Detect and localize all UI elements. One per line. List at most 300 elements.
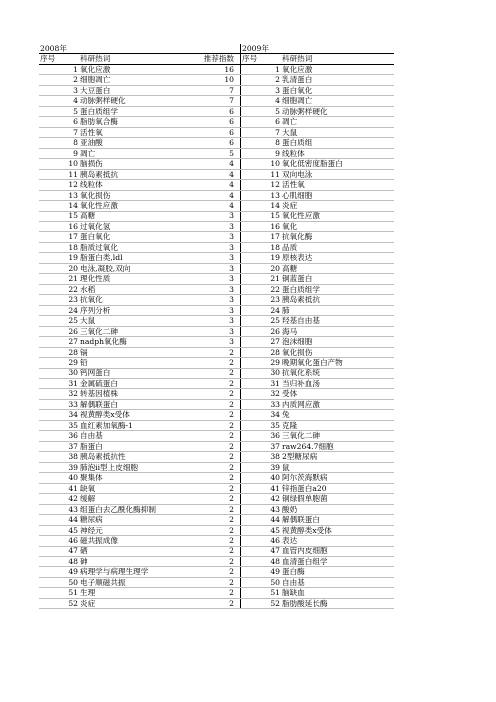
right-keyword: 阿尔茨海默病	[281, 473, 394, 483]
table-row	[39, 410, 394, 420]
left-keyword: 炎症	[79, 598, 187, 608]
right-rank: 17	[241, 232, 282, 242]
left-keyword: 水稻	[79, 284, 187, 294]
left-rank: 51	[39, 588, 79, 598]
left-keyword: 脂质过氧化	[79, 242, 187, 252]
right-keyword: 蛋白酶	[281, 567, 394, 577]
left-score: 2	[187, 567, 235, 577]
right-keyword: 蛋白质组	[281, 138, 394, 148]
left-keyword: 三氧化二砷	[79, 326, 187, 336]
right-keyword: 抗氧化酶	[281, 232, 394, 242]
left-keyword: 缺氧	[79, 483, 187, 493]
left-keyword: 自由基	[79, 431, 187, 441]
left-keyword: 抗氧化	[79, 295, 187, 305]
left-keyword: 脑损伤	[79, 159, 187, 169]
right-rank: 44	[241, 515, 282, 525]
left-rank: 22	[39, 284, 79, 294]
left-rank: 10	[39, 159, 79, 169]
left-keyword: 大鼠	[79, 316, 187, 326]
left-keyword: 高糖	[79, 211, 187, 221]
right-rank: 3	[241, 85, 282, 95]
left-score: 7	[187, 85, 235, 95]
left-keyword: 胰岛素抵抗	[79, 169, 187, 179]
left-keyword: 过氧化氢	[79, 221, 187, 231]
left-rank: 20	[39, 263, 79, 273]
right-keyword: 高糖	[281, 263, 394, 273]
right-rank: 37	[241, 441, 282, 451]
left-rank: 41	[39, 483, 79, 493]
table-row	[39, 316, 394, 326]
right-rank: 1	[241, 64, 282, 74]
left-keyword: 金属硫蛋白	[79, 379, 187, 389]
left-score: 2	[187, 368, 235, 378]
left-rank: 37	[39, 441, 79, 451]
right-rank: 29	[241, 358, 282, 368]
right-keyword: 炎症	[281, 201, 394, 211]
left-keyword: 神经元	[79, 525, 187, 535]
right-keyword: 海马	[281, 326, 394, 336]
left-score: 2	[187, 598, 235, 608]
left-keyword: 氧化应激	[79, 64, 187, 74]
table-row	[39, 274, 394, 284]
right-keyword: 受体	[281, 389, 394, 399]
right-rank: 23	[241, 295, 282, 305]
left-rank: 36	[39, 431, 79, 441]
table-row	[39, 347, 394, 357]
right-keyword: 原核表达	[281, 253, 394, 263]
left-keyword: 脂肪氧合酶	[79, 117, 187, 127]
right-keyword: 当归补血汤	[281, 379, 394, 389]
left-keyword: 生理	[79, 588, 187, 598]
left-keyword: 硒	[79, 546, 187, 556]
left-keyword: 亚油酸	[79, 138, 187, 148]
right-rank: 6	[241, 117, 282, 127]
left-rank: 15	[39, 211, 79, 221]
table-row	[39, 75, 394, 85]
left-rank: 14	[39, 201, 79, 211]
left-rank: 38	[39, 452, 79, 462]
left-rank: 8	[39, 138, 79, 148]
table-row	[39, 462, 394, 472]
right-rank: 28	[241, 347, 282, 357]
left-keyword: 电泳,凝胶,双向	[79, 263, 187, 273]
table-row	[39, 588, 394, 598]
right-rank: 21	[241, 274, 282, 284]
left-keyword: 镉	[79, 347, 187, 357]
left-rank: 9	[39, 148, 79, 158]
table-row	[39, 379, 394, 389]
table-row	[39, 242, 394, 252]
right-keyword: 脂肪酸延长酶	[281, 598, 394, 608]
left-keyword: nadph氧化酶	[79, 337, 187, 347]
right-rank: 13	[241, 190, 282, 200]
right-rank: 7	[241, 127, 282, 137]
right-keyword: 大鼠	[281, 127, 394, 137]
right-rank: 48	[241, 556, 282, 566]
left-rank: 2	[39, 75, 79, 85]
left-rank: 24	[39, 305, 79, 315]
left-score: 7	[187, 96, 235, 106]
left-rank: 52	[39, 598, 79, 608]
table-row	[39, 232, 394, 242]
left-score: 3	[187, 295, 235, 305]
right-rank: 49	[241, 567, 282, 577]
left-rank: 11	[39, 169, 79, 179]
right-keyword: 鼠	[281, 462, 394, 472]
table-body	[39, 44, 394, 609]
left-score: 2	[187, 379, 235, 389]
right-keyword: 克隆	[281, 420, 394, 430]
left-score: 3	[187, 305, 235, 315]
left-score: 4	[187, 201, 235, 211]
right-keyword: 表达	[281, 536, 394, 546]
table-row	[39, 64, 394, 74]
left-score: 3	[187, 253, 235, 263]
left-score: 3	[187, 221, 235, 231]
right-rank: 15	[241, 211, 282, 221]
left-score: 4	[187, 180, 235, 190]
left-keyword: 脂蛋白	[79, 441, 187, 451]
right-keyword: 双向电泳	[281, 169, 394, 179]
left-score: 10	[187, 75, 235, 85]
right-keyword: 三氧化二砷	[281, 431, 394, 441]
right-keyword: 内质网应激	[281, 399, 394, 409]
right-keyword: 品质	[281, 242, 394, 252]
right-keyword: 细胞凋亡	[281, 96, 394, 106]
left-score: 4	[187, 169, 235, 179]
table-row	[39, 546, 394, 556]
left-rank: 45	[39, 525, 79, 535]
left-score: 2	[187, 441, 235, 451]
left-rank: 21	[39, 274, 79, 284]
year-2008-label: 2008年	[39, 44, 235, 54]
year-row	[39, 44, 394, 54]
right-keyword: 凋亡	[281, 117, 394, 127]
left-score: 2	[187, 577, 235, 587]
left-keyword: 缓解	[79, 494, 187, 504]
right-keyword: 羟基自由基	[281, 316, 394, 326]
left-rank: 25	[39, 316, 79, 326]
left-rank: 49	[39, 567, 79, 577]
left-rank: 48	[39, 556, 79, 566]
table-row	[39, 525, 394, 535]
table-row	[39, 253, 394, 263]
left-score: 2	[187, 556, 235, 566]
right-rank: 32	[241, 389, 282, 399]
right-keyword: 氧化	[281, 221, 394, 231]
table-row	[39, 515, 394, 525]
header-keyword-left: 科研热词	[79, 54, 187, 64]
right-keyword: 线粒体	[281, 148, 394, 158]
left-score: 2	[187, 431, 235, 441]
left-keyword: 胰岛素抵抗性	[79, 452, 187, 462]
left-rank: 7	[39, 127, 79, 137]
left-rank: 34	[39, 410, 79, 420]
right-rank: 10	[241, 159, 282, 169]
left-score: 2	[187, 399, 235, 409]
table-row	[39, 483, 394, 493]
left-keyword: 蛋白质组学	[79, 106, 187, 116]
left-score: 2	[187, 389, 235, 399]
table-row	[39, 221, 394, 231]
left-rank: 5	[39, 106, 79, 116]
left-keyword: 细胞凋亡	[79, 75, 187, 85]
right-keyword: 抗氧化系统	[281, 368, 394, 378]
table-row	[39, 358, 394, 368]
left-rank: 43	[39, 504, 79, 514]
left-score: 6	[187, 106, 235, 116]
right-rank: 40	[241, 473, 282, 483]
left-rank: 18	[39, 242, 79, 252]
left-score: 5	[187, 148, 235, 158]
table-row	[39, 159, 394, 169]
left-score: 2	[187, 525, 235, 535]
right-rank: 27	[241, 337, 282, 347]
left-keyword: 糖尿病	[79, 515, 187, 525]
hot-words-table	[39, 44, 394, 609]
left-score: 3	[187, 232, 235, 242]
table-row	[39, 201, 394, 211]
left-score: 2	[187, 504, 235, 514]
table-row	[39, 567, 394, 577]
right-rank: 11	[241, 169, 282, 179]
left-rank: 31	[39, 379, 79, 389]
right-keyword: 铜蓝蛋白	[281, 274, 394, 284]
left-keyword: 凋亡	[79, 148, 187, 158]
right-rank: 38	[241, 452, 282, 462]
table-row	[39, 337, 394, 347]
table-row	[39, 556, 394, 566]
left-rank: 44	[39, 515, 79, 525]
left-score: 3	[187, 274, 235, 284]
right-keyword: 锌指蛋白a20	[281, 483, 394, 493]
left-keyword: 转基因植株	[79, 389, 187, 399]
table-row	[39, 180, 394, 190]
left-rank: 40	[39, 473, 79, 483]
table-row	[39, 127, 394, 137]
right-rank: 35	[241, 420, 282, 430]
year-2009-label: 2009年	[241, 44, 395, 54]
table-row	[39, 368, 394, 378]
left-score: 6	[187, 138, 235, 148]
left-rank: 47	[39, 546, 79, 556]
left-keyword: 病理学与病理生理学	[79, 567, 187, 577]
right-keyword: 血管内皮细胞	[281, 546, 394, 556]
right-rank: 26	[241, 326, 282, 336]
right-rank: 45	[241, 525, 282, 535]
table-row	[39, 96, 394, 106]
left-rank: 3	[39, 85, 79, 95]
left-score: 2	[187, 420, 235, 430]
left-rank: 16	[39, 221, 79, 231]
right-keyword: 酸奶	[281, 504, 394, 514]
right-rank: 33	[241, 399, 282, 409]
right-rank: 25	[241, 316, 282, 326]
table-row	[39, 577, 394, 587]
right-keyword: 心肌细胞	[281, 190, 394, 200]
right-keyword: 铜绿假单胞菌	[281, 494, 394, 504]
right-rank: 41	[241, 483, 282, 493]
left-keyword: 氧化性应激	[79, 201, 187, 211]
left-keyword: 脂蛋白类,ldl	[79, 253, 187, 263]
left-keyword: 线粒体	[79, 180, 187, 190]
right-rank: 8	[241, 138, 282, 148]
left-rank: 1	[39, 64, 79, 74]
left-score: 6	[187, 127, 235, 137]
left-score: 4	[187, 159, 235, 169]
left-score: 2	[187, 483, 235, 493]
table-row	[39, 494, 394, 504]
left-rank: 12	[39, 180, 79, 190]
header-index-left: 序号	[39, 54, 79, 64]
left-score: 2	[187, 347, 235, 357]
right-keyword: 泡沫细胞	[281, 337, 394, 347]
left-rank: 13	[39, 190, 79, 200]
table-row	[39, 106, 394, 116]
table-row	[39, 473, 394, 483]
left-rank: 4	[39, 96, 79, 106]
table-row	[39, 389, 394, 399]
header-row	[39, 54, 394, 64]
left-keyword: 视黄醇类x受体	[79, 410, 187, 420]
right-rank: 36	[241, 431, 282, 441]
right-keyword: 活性氧	[281, 180, 394, 190]
table-row	[39, 211, 394, 221]
left-rank: 42	[39, 494, 79, 504]
right-rank: 12	[241, 180, 282, 190]
left-keyword: 解偶联蛋白	[79, 399, 187, 409]
table-row	[39, 263, 394, 273]
left-score: 3	[187, 284, 235, 294]
left-score: 16	[187, 64, 235, 74]
left-keyword: 钙网蛋白	[79, 368, 187, 378]
left-score: 2	[187, 515, 235, 525]
table-row	[39, 305, 394, 315]
right-keyword: 血清蛋白组学	[281, 556, 394, 566]
left-score: 2	[187, 588, 235, 598]
left-rank: 33	[39, 399, 79, 409]
table-row	[39, 295, 394, 305]
right-rank: 22	[241, 284, 282, 294]
left-score: 3	[187, 211, 235, 221]
left-score: 2	[187, 494, 235, 504]
left-keyword: 聚集体	[79, 473, 187, 483]
right-keyword: 蛋白质组学	[281, 284, 394, 294]
left-rank: 30	[39, 368, 79, 378]
right-rank: 31	[241, 379, 282, 389]
left-rank: 28	[39, 347, 79, 357]
left-keyword: 电子顺磁共振	[79, 577, 187, 587]
left-rank: 27	[39, 337, 79, 347]
right-rank: 30	[241, 368, 282, 378]
right-rank: 4	[241, 96, 282, 106]
table-row	[39, 399, 394, 409]
header-keyword-right: 科研热词	[281, 54, 394, 64]
header-score: 推荐指数	[187, 54, 235, 64]
left-score: 2	[187, 358, 235, 368]
right-rank: 52	[241, 598, 282, 608]
left-keyword: 铅	[79, 358, 187, 368]
left-score: 2	[187, 462, 235, 472]
left-keyword: 大豆蛋白	[79, 85, 187, 95]
left-keyword: 动脉粥样硬化	[79, 96, 187, 106]
left-keyword: 砷	[79, 556, 187, 566]
left-rank: 17	[39, 232, 79, 242]
table-row	[39, 190, 394, 200]
table-row	[39, 138, 394, 148]
left-score: 4	[187, 190, 235, 200]
left-rank: 39	[39, 462, 79, 472]
left-score: 3	[187, 326, 235, 336]
right-rank: 51	[241, 588, 282, 598]
right-keyword: 脑缺血	[281, 588, 394, 598]
right-rank: 16	[241, 221, 282, 231]
right-rank: 43	[241, 504, 282, 514]
right-rank: 46	[241, 536, 282, 546]
header-index-right: 序号	[241, 54, 282, 64]
right-keyword: 2型糖尿病	[281, 452, 394, 462]
right-keyword: 胰岛素抵抗	[281, 295, 394, 305]
right-rank: 19	[241, 253, 282, 263]
table-row	[39, 504, 394, 514]
left-rank: 35	[39, 420, 79, 430]
left-rank: 23	[39, 295, 79, 305]
left-score: 2	[187, 473, 235, 483]
table-row	[39, 452, 394, 462]
right-keyword: 氧化损伤	[281, 347, 394, 357]
right-keyword: 自由基	[281, 577, 394, 587]
right-keyword: 乳清蛋白	[281, 75, 394, 85]
left-keyword: 氧化损伤	[79, 190, 187, 200]
left-rank: 32	[39, 389, 79, 399]
left-keyword: 理化性质	[79, 274, 187, 284]
right-keyword: 蛋白氧化	[281, 85, 394, 95]
right-keyword: 氧化性应激	[281, 211, 394, 221]
right-rank: 42	[241, 494, 282, 504]
right-rank: 47	[241, 546, 282, 556]
left-score: 3	[187, 263, 235, 273]
table-row	[39, 441, 394, 451]
table-row	[39, 117, 394, 127]
left-rank: 26	[39, 326, 79, 336]
left-rank: 19	[39, 253, 79, 263]
left-keyword: 组蛋白去乙酰化酶抑制	[79, 504, 187, 514]
table-row	[39, 326, 394, 336]
left-score: 3	[187, 316, 235, 326]
right-rank: 34	[241, 410, 282, 420]
right-rank: 50	[241, 577, 282, 587]
right-rank: 9	[241, 148, 282, 158]
right-keyword: 氧化应激	[281, 64, 394, 74]
right-rank: 24	[241, 305, 282, 315]
right-rank: 14	[241, 201, 282, 211]
left-keyword: 血红素加氧酶-1	[79, 420, 187, 430]
left-score: 2	[187, 452, 235, 462]
right-keyword: 晚期氧化蛋白产物	[281, 358, 394, 368]
table-row	[39, 148, 394, 158]
table-row	[39, 420, 394, 430]
right-rank: 5	[241, 106, 282, 116]
left-score: 6	[187, 117, 235, 127]
left-keyword: 活性氧	[79, 127, 187, 137]
table-row	[39, 284, 394, 294]
left-rank: 6	[39, 117, 79, 127]
left-score: 2	[187, 536, 235, 546]
table-row	[39, 169, 394, 179]
left-rank: 29	[39, 358, 79, 368]
table-row	[39, 598, 394, 608]
right-keyword: 视黄醇类x受体	[281, 525, 394, 535]
